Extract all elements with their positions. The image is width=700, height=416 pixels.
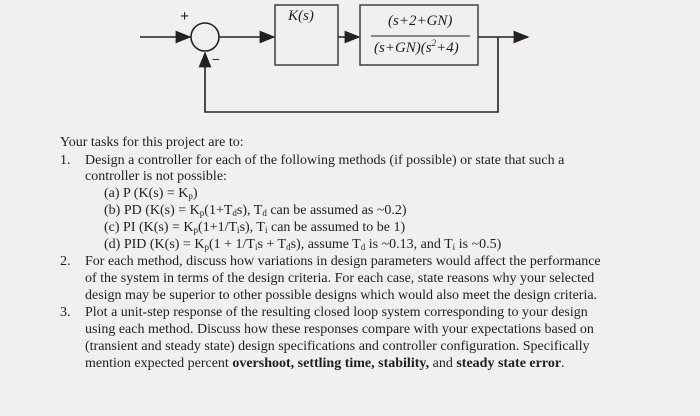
bold-steady-state-error: steady state error: [456, 356, 562, 371]
subitem-a-text: (a) P (K(s) = K: [104, 186, 189, 201]
bold-overshoot: overshoot,: [232, 356, 295, 371]
subitem-c-sub-1: p: [193, 225, 199, 235]
task-1-line-2: controller is not possible:: [85, 169, 227, 184]
subitem-d-sub-5: i: [452, 242, 456, 252]
connector-4: .: [561, 356, 565, 371]
bold-settling-time: settling time,: [297, 356, 375, 371]
subitem-b-mid: (1+T: [204, 203, 233, 218]
subitem-b-sub-2: d: [232, 208, 237, 218]
subitem-c-mid: (1+1/T: [198, 220, 238, 235]
subitem-c-text: (c) PI (K(s) = K: [104, 220, 194, 235]
intro-line: Your tasks for this project are to:: [60, 135, 244, 150]
subitem-d-mid: (1 + 1/T: [208, 237, 255, 252]
subitem-d-rest: s + T: [257, 237, 287, 252]
connector-3: and: [429, 356, 457, 371]
controller-label: K(s): [288, 8, 314, 24]
subitem-d-text: (d) PID (K(s) = K: [104, 237, 205, 252]
subitem-b-text: (b) PD (K(s) = K: [104, 203, 200, 218]
task-3-line-2: using each method. Discuss how these responses compare with your expectations based on: [85, 322, 594, 337]
task-1-number: 1.: [60, 153, 71, 168]
task-2-number: 2.: [60, 254, 71, 269]
task-1-subitem-d: [104, 237, 501, 255]
task-3-line-1: Plot a unit-step response of the resulting closed loop system corresponding to your design: [85, 305, 588, 320]
subitem-d-tail-3: is ~0.5): [455, 237, 502, 252]
block-diagram: [0, 0, 700, 125]
subitem-c-rest: s), T: [239, 220, 265, 235]
bold-stability: stability,: [378, 356, 430, 371]
subitem-b-sub-1: p: [199, 208, 205, 218]
subitem-d-tail: s), assume T: [290, 237, 361, 252]
subitem-a-rest: ): [192, 186, 198, 201]
task-1-subitem-c: [104, 220, 405, 238]
summing-junction: [191, 23, 219, 51]
plant-denominator-tail: +4): [436, 40, 459, 56]
task-1-subitem-a: [104, 186, 198, 204]
task-3-number: 3.: [60, 305, 71, 320]
task-2-line-2: of the system in terms of the design criteria. For each case, state reasons why your selected: [85, 271, 595, 286]
plant-denominator-base: (s+GN)(s: [374, 40, 432, 56]
subitem-c-tail: can be assumed to be 1): [267, 220, 406, 235]
task-1-line-1: Design a controller for each of the following methods (if possible) or state that such a: [85, 153, 565, 168]
subitem-b-tail: can be assumed as ~0.2): [266, 203, 407, 218]
subitem-d-sub-1: p: [204, 242, 209, 252]
subitem-d-sub-3: d: [286, 242, 291, 252]
task-1-subitem-b: [104, 203, 407, 221]
task-3-line-3: (transient and steady state) design specifications and controller configuration. Specifically: [85, 339, 590, 354]
subitem-c-sub-2: i: [237, 225, 240, 235]
summing-plus-sign: +: [180, 8, 190, 25]
subitem-b-rest: s), T: [236, 203, 263, 218]
task-2-line-1: For each method, discuss how variations in design parameters would affect the performance: [85, 254, 601, 269]
summing-minus-sign: −: [212, 53, 220, 68]
plant-denominator: [374, 38, 459, 57]
subitem-c-sub-3: i: [264, 225, 268, 235]
plant-numerator: (s+2+GN): [388, 13, 453, 29]
subitem-d-sub-4: d: [360, 242, 366, 252]
subitem-a-subscript: p: [188, 191, 193, 201]
plant-denominator-exponent: 2: [431, 38, 437, 48]
subitem-d-tail-2: is ~0.13, and T: [365, 237, 453, 252]
subitem-b-sub-3: d: [262, 208, 267, 218]
subitem-d-sub-2: i: [254, 242, 258, 252]
task-3-line-4: [85, 356, 565, 372]
task-2-line-3: design may be superior to other possible designs which would also meet the design criteria.: [85, 288, 598, 303]
task-3-line-4-start: mention expected percent: [85, 356, 229, 371]
